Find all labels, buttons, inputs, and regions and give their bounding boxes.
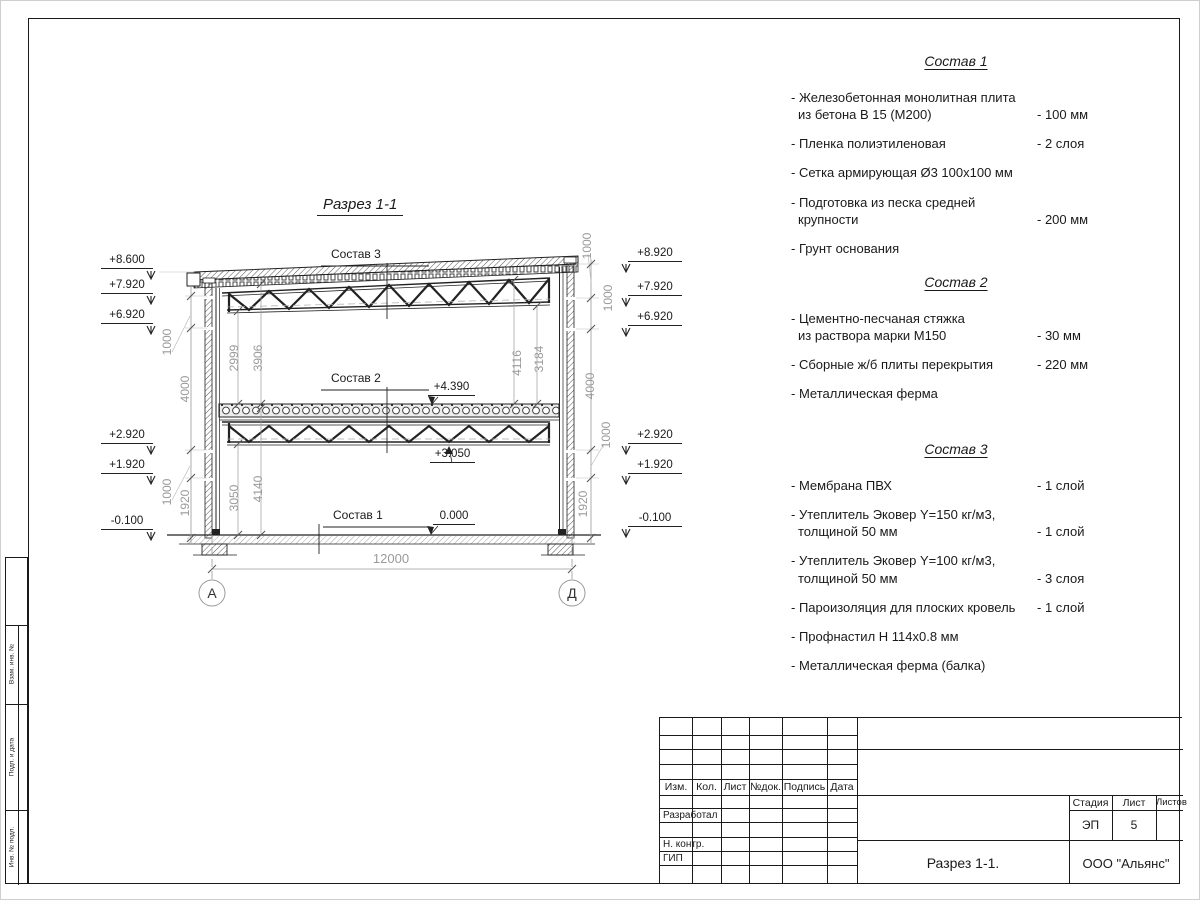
dim-left-4000: 4000 bbox=[178, 375, 192, 403]
list-item: - Подготовка из песка средней крупности - 200 мм bbox=[791, 194, 1089, 227]
axes bbox=[199, 535, 585, 606]
level-right-2920: +2.920 bbox=[628, 428, 682, 444]
composition-1 bbox=[791, 53, 1121, 269]
dim-inner-3050: 3050 bbox=[227, 484, 241, 512]
list-item: - Мембрана ПВХ - 1 слой bbox=[791, 478, 1085, 493]
dim-span-12000: 12000 bbox=[372, 551, 410, 566]
tb-stage-label: Стадия bbox=[1072, 797, 1109, 809]
dim-right-1000b: 1000 bbox=[601, 284, 615, 312]
composition-3 bbox=[791, 441, 1121, 686]
level-left-7920: +7.920 bbox=[101, 278, 153, 294]
level-left-6920: +6.920 bbox=[101, 308, 153, 324]
list-item: - Сборные ж/б плиты перекрытия - 220 мм bbox=[791, 357, 1089, 373]
tb-col-ndok: №док. bbox=[750, 781, 781, 793]
tb-sheet-label: Лист bbox=[1122, 797, 1146, 809]
list-item: - Грунт основания bbox=[791, 240, 900, 256]
side-stamp-vzam: Взам. инв. № bbox=[8, 643, 16, 685]
roof bbox=[187, 256, 578, 288]
axis-a: А bbox=[207, 585, 217, 601]
mark-floor-zero: 0.000 bbox=[433, 510, 475, 525]
mark-slab-top: +4.390 bbox=[428, 381, 475, 396]
list-item: - Сетка армирующая Ø3 100х100 мм bbox=[791, 165, 1013, 181]
dim-left-1000b: 1000 bbox=[160, 478, 174, 506]
list-item: - Железобетонная монолитная плита из бетона В 15 (М200) - 100 мм bbox=[791, 90, 1089, 123]
callout-sostav3: Состав 3 bbox=[331, 247, 381, 261]
level-right-m0100: -0.100 bbox=[628, 511, 682, 527]
dim-inner-2999: 2999 bbox=[227, 344, 241, 372]
list-item: - Пленка полиэтиленовая - 2 слоя bbox=[791, 136, 1085, 152]
tb-col-kol: Кол. bbox=[696, 781, 717, 793]
list-item: - Утеплитель Эковер Y=150 кг/м3, толщиной 50 мм - 1 слой bbox=[791, 507, 1085, 540]
tb-company: ООО "Альянс" bbox=[1082, 856, 1170, 871]
composition-1-title: Состав 1 bbox=[924, 53, 988, 69]
dim-inner-3184: 3184 bbox=[532, 345, 546, 373]
dim-right-1000c: 1000 bbox=[599, 421, 613, 449]
level-right-7920: +7.920 bbox=[628, 280, 682, 296]
dim-right-1920: 1920 bbox=[576, 490, 590, 518]
tb-col-list: Лист bbox=[723, 781, 747, 793]
dim-inner-4140: 4140 bbox=[251, 475, 265, 503]
tb-row-gip: ГИП bbox=[663, 853, 683, 864]
level-right-1920: +1.920 bbox=[628, 458, 682, 474]
level-right-6920: +6.920 bbox=[628, 310, 682, 326]
right-wall bbox=[560, 257, 577, 538]
composition-2 bbox=[791, 274, 1121, 415]
side-stamp-podp: Подп. и дата bbox=[8, 737, 16, 777]
side-stamp bbox=[5, 557, 28, 884]
level-left-2920: +2.920 bbox=[101, 428, 153, 444]
title-block bbox=[659, 717, 1187, 883]
dim-right-1000a: 1000 bbox=[580, 232, 594, 260]
tb-sheets-label: Листов bbox=[1156, 797, 1187, 808]
dim-inner-4116: 4116 bbox=[510, 350, 524, 376]
dim-right-4000: 4000 bbox=[583, 372, 597, 400]
level-right-8920: +8.920 bbox=[628, 246, 682, 262]
list-item: - Цементно-песчаная стяжка из раствора марки М150 - 30 мм bbox=[791, 311, 1081, 344]
composition-2-title: Состав 2 bbox=[924, 274, 988, 290]
left-wall bbox=[203, 278, 220, 538]
callout-sostav2: Состав 2 bbox=[331, 371, 381, 385]
mid-slab bbox=[219, 404, 559, 420]
dim-left-1920: 1920 bbox=[178, 489, 192, 517]
axis-d: Д bbox=[567, 585, 577, 601]
level-left-m0100: -0.100 bbox=[101, 514, 153, 530]
list-item: - Утеплитель Эковер Y=100 кг/м3, толщиной 50 мм - 3 слоя bbox=[791, 553, 1085, 586]
level-left-1920: +1.920 bbox=[101, 458, 153, 474]
list-item: - Пароизоляция для плоских кровель - 1 слой bbox=[791, 599, 1085, 615]
side-stamp-inv: Инв. № подл. bbox=[8, 826, 16, 868]
list-item: - Профнастил Н 114х0.8 мм bbox=[791, 628, 959, 644]
mark-truss-bottom: +3.050 bbox=[430, 448, 475, 463]
level-left-8600: +8.600 bbox=[101, 253, 153, 269]
tb-row-nkontr: Н. контр. bbox=[663, 839, 705, 850]
composition-3-title: Состав 3 bbox=[924, 441, 988, 457]
callout-sostav1: Состав 1 bbox=[333, 508, 383, 522]
tb-stage-value: ЭП bbox=[1081, 818, 1100, 832]
section-title: Разрез 1-1 bbox=[317, 196, 403, 216]
tb-col-izm: Изм. bbox=[664, 781, 688, 793]
dim-left-1000a: 1000 bbox=[160, 328, 174, 356]
mid-truss bbox=[222, 422, 550, 445]
list-item: - Металлическая ферма (балка) bbox=[791, 658, 986, 674]
tb-row-razrabotal: Разработал bbox=[663, 810, 718, 821]
list-item: - Металлическая ферма bbox=[791, 386, 938, 402]
tb-drawing-name: Разрез 1-1. bbox=[926, 855, 1000, 871]
tb-col-data: Дата bbox=[830, 781, 854, 793]
tb-col-podpis: Подпись bbox=[783, 781, 826, 793]
tb-sheet-value: 5 bbox=[1130, 818, 1138, 832]
dim-inner-3906: 3906 bbox=[251, 344, 265, 372]
